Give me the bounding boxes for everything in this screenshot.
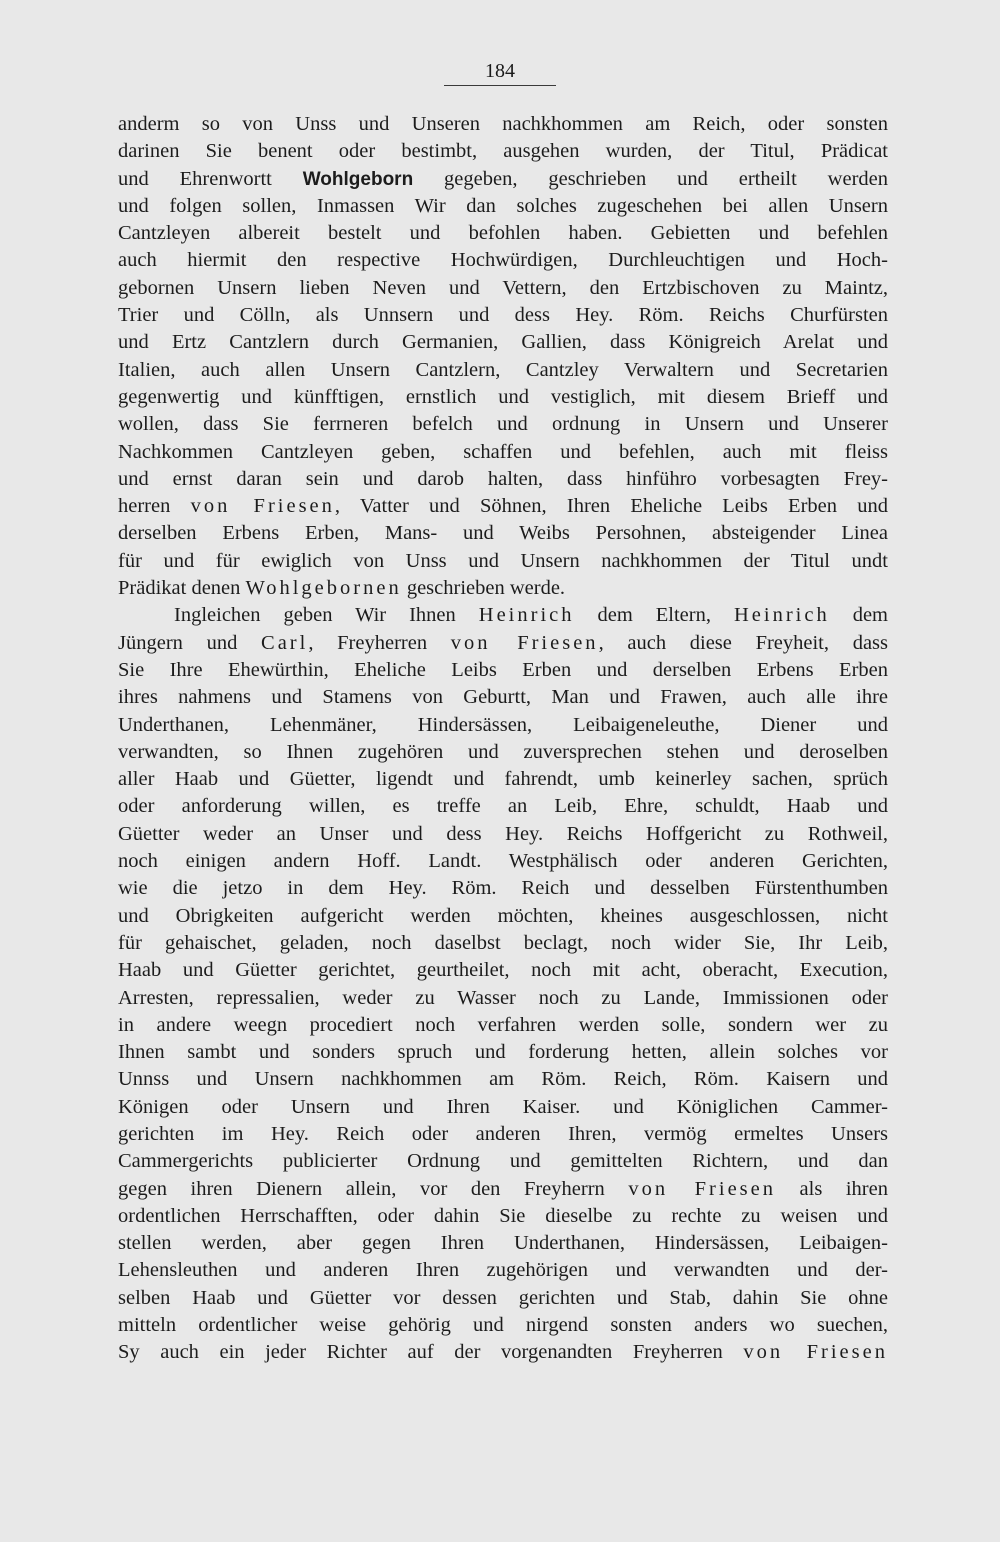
text-line xyxy=(118,384,888,411)
text-line xyxy=(118,657,888,684)
text-line xyxy=(118,411,888,438)
text-segment: Nachkommen Cantzleyen geben, schaffen und befehlen, auch mit fleiss xyxy=(118,440,888,463)
text-line xyxy=(118,1257,888,1284)
text-segment: gerichten im Hey. Reich oder anderen Ihren, vermög ermeltes Unsers xyxy=(118,1122,888,1145)
text-segment: Jüngern und xyxy=(118,631,262,654)
text-segment: Lehensleuthen und anderen Ihren zugehörigen und verwandten und der- xyxy=(118,1259,888,1282)
text-line xyxy=(118,848,888,875)
text-segment: noch einigen andern Hoff. Landt. Westphälisch oder anderen Gerichten, xyxy=(118,850,888,873)
body-text xyxy=(118,111,888,1367)
spaced-name: von Friesen xyxy=(190,495,335,518)
text-line xyxy=(118,930,888,957)
text-segment: für gehaischet, geladen, noch daselbst beclagt, noch wider Sie, Ihr Leib, xyxy=(118,931,888,954)
text-line xyxy=(118,1039,888,1066)
text-segment: und Obrigkeiten aufgericht werden möchten, kheines ausgeschlossen, nicht xyxy=(118,904,888,927)
text-line xyxy=(118,766,888,793)
text-line xyxy=(118,793,888,820)
page-header xyxy=(444,58,556,86)
spaced-name: Wohlgebornen xyxy=(245,577,402,600)
text-segment: mitteln ordentlicher weise gehörig und nirgend sonsten anders wo suechen, xyxy=(118,1314,888,1337)
spaced-name: Heinrich xyxy=(478,604,575,627)
text-line xyxy=(118,575,888,602)
text-line xyxy=(118,193,888,220)
spaced-name: Heinrich xyxy=(733,604,830,627)
text-line xyxy=(118,1203,888,1230)
text-segment: ihres nahmens und Stamens von Geburtt, Man und Frawen, auch alle ihre xyxy=(118,686,888,709)
text-segment: gegen ihren Dienern allein, vor den Freyherrn xyxy=(118,1177,629,1200)
text-segment: wie die jetzo in dem Hey. Röm. Reich und desselben Fürstenthumben xyxy=(118,877,888,900)
text-line xyxy=(118,1012,888,1039)
text-segment: darinen Sie benent oder bestimbt, ausgehen wurden, der Titul, Prädicat xyxy=(118,140,888,163)
text-segment: Trier und Cölln, als Unnsern und dess Hey. Röm. Reichs Churfürsten xyxy=(118,304,888,327)
text-segment: und ernst daran sein und darob halten, dass hinführo vorbesagten Frey- xyxy=(118,467,888,490)
text-line xyxy=(118,111,888,138)
text-segment: auch hiermit den respective Hochwürdigen, Durchleuchtigen und Hoch- xyxy=(118,249,888,272)
text-segment: Cammergerichts publicierter Ordnung und gemittelten Richtern, und dan xyxy=(118,1150,888,1173)
text-segment: , Freyherren xyxy=(308,631,451,654)
spaced-name: von Friesen xyxy=(450,631,599,654)
text-line xyxy=(118,957,888,984)
text-segment: und folgen sollen, Inmassen Wir dan solches zugeschehen bei allen Unsern xyxy=(118,194,888,217)
text-segment: und Ehrenwortt xyxy=(118,167,303,190)
text-segment: dem xyxy=(829,604,888,627)
text-segment: anderm so von Unss und Unseren nachkhommen am Reich, oder sonsten xyxy=(118,113,888,135)
text-segment: Cantzleyen albereit bestelt und befohlen haben. Gebietten und befehlen xyxy=(118,222,888,245)
text-segment: stellen werden, aber gegen Ihren Underthanen, Hindersässen, Leibaigen- xyxy=(118,1232,888,1255)
text-segment: selben Haab und Güetter vor dessen gerichten und Stab, dahin Sie ohne xyxy=(118,1286,888,1309)
text-line xyxy=(118,903,888,930)
text-line xyxy=(118,1339,888,1366)
text-segment: gegeben, geschrieben und ertheilt werden xyxy=(413,167,888,190)
text-line xyxy=(118,439,888,466)
text-line xyxy=(118,1230,888,1257)
text-segment: Sy auch ein jeder Richter auf der vorgenandten Freyherren xyxy=(118,1341,744,1364)
text-line xyxy=(118,1176,888,1203)
text-segment: herren xyxy=(118,495,191,518)
text-line xyxy=(118,1121,888,1148)
text-line xyxy=(118,357,888,384)
text-segment: und Ertz Cantzlern durch Germanien, Gallien, dass Königreich Arelat und xyxy=(118,331,888,354)
text-segment: , Vatter und Söhnen, Ihren Eheliche Leibs Erben und xyxy=(334,495,888,518)
text-segment: gebornen Unsern lieben Neven und Vettern, den Ertzbischoven zu Maintz, xyxy=(118,276,888,299)
page-number: 184 xyxy=(485,60,515,82)
text-segment: wollen, dass Sie ferrneren befelch und ordnung in Unsern und Unserer xyxy=(118,413,888,436)
text-line xyxy=(118,875,888,902)
text-segment: Haab und Güetter gerichtet, geurtheilet, noch mit acht, oberacht, Execution, xyxy=(118,959,888,982)
text-line xyxy=(118,712,888,739)
text-segment: Arresten, repressalien, weder zu Wasser noch zu Lande, Immissionen oder xyxy=(118,986,888,1009)
text-segment: Güetter weder an Unser und dess Hey. Reichs Hoffgericht zu Rothweil, xyxy=(118,822,888,845)
text-segment: ordentlichen Herrschafften, oder dahin Sie dieselbe zu rechte zu weisen und xyxy=(118,1204,888,1227)
spaced-name: von Friesen xyxy=(743,1341,888,1364)
spaced-name: Carl xyxy=(261,631,309,654)
text-segment: Königen oder Unsern und Ihren Kaiser. und Königlichen Cammer- xyxy=(118,1095,888,1118)
text-segment: für und für ewiglich von Unss und Unsern nachkhommen der Titul undt xyxy=(118,549,888,572)
text-segment: geschrieben werde. xyxy=(401,577,566,600)
text-segment: Underthanen, Lehenmäner, Hindersässen, Leibaigeneleuthe, Diener und xyxy=(118,713,888,736)
text-line xyxy=(118,466,888,493)
spaced-name: von Friesen xyxy=(628,1177,776,1200)
text-segment: Prädikat denen xyxy=(118,577,246,600)
text-segment: dem Eltern, xyxy=(574,604,734,627)
header-rule xyxy=(444,85,556,86)
text-line xyxy=(118,220,888,247)
text-segment: verwandten, so Ihnen zugehören und zuversprechen stehen und deroselben xyxy=(118,740,888,763)
text-line xyxy=(118,1148,888,1175)
text-segment: derselben Erbens Erben, Mans- und Weibs Persohnen, absteigender Linea xyxy=(118,522,888,545)
text-line xyxy=(118,739,888,766)
text-line xyxy=(118,1094,888,1121)
text-segment: gegenwertig und künfftigen, ernstlich und vestiglich, mit diesem Brieff und xyxy=(118,385,888,408)
text-segment: Unnss und Unsern nachkhommen am Röm. Reich, Röm. Kaisern und xyxy=(118,1068,888,1091)
text-line xyxy=(118,821,888,848)
text-line xyxy=(118,329,888,356)
text-segment: Italien, auch allen Unsern Cantzlern, Cantzley Verwaltern und Secretarien xyxy=(118,358,888,381)
text-line xyxy=(118,302,888,329)
text-line xyxy=(118,493,888,520)
text-line xyxy=(118,275,888,302)
text-line xyxy=(118,1066,888,1093)
text-line xyxy=(118,1285,888,1312)
text-line xyxy=(118,138,888,165)
text-segment: als ihren xyxy=(776,1177,888,1200)
text-line xyxy=(118,684,888,711)
text-segment: , auch diese Freyheit, dass xyxy=(598,631,888,654)
text-line xyxy=(118,630,888,657)
text-segment: aller Haab und Güetter, ligendt und fahrendt, umb keinerley sachen, sprüch xyxy=(118,768,888,791)
text-segment: Ingleichen geben Wir Ihnen xyxy=(174,604,479,627)
text-line xyxy=(118,1312,888,1339)
text-line xyxy=(118,247,888,274)
text-line xyxy=(118,985,888,1012)
bold-term: Wohlgeborn xyxy=(302,168,414,190)
text-line xyxy=(118,166,888,193)
text-segment: in andere weegn procediert noch verfahren werden solle, sondern wer zu xyxy=(118,1013,888,1036)
text-segment: Ihnen sambt und sonders spruch und forderung hetten, allein solches vor xyxy=(118,1041,888,1064)
text-line xyxy=(118,548,888,575)
text-segment: oder anforderung willen, es treffe an Leib, Ehre, schuldt, Haab und xyxy=(118,795,888,818)
text-segment: Sie Ihre Ehewürthin, Eheliche Leibs Erben und derselben Erbens Erben xyxy=(118,658,888,681)
text-line xyxy=(118,602,888,629)
text-line xyxy=(118,520,888,547)
